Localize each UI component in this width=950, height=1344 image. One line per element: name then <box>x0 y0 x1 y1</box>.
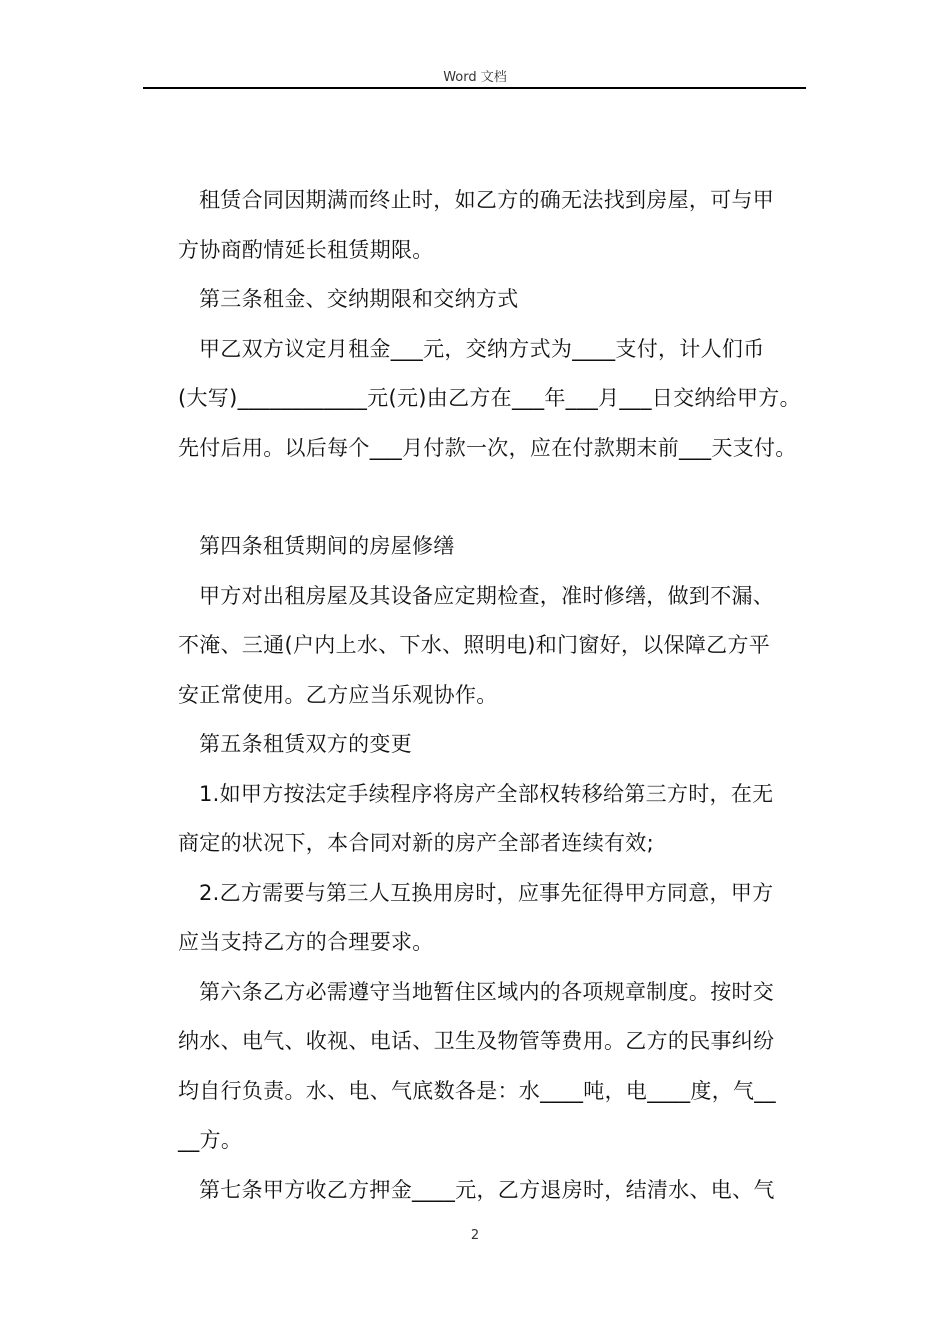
paragraph-line: 甲乙双方议定月租金___元，交纳方式为____支付，计人们币 <box>199 336 765 361</box>
paragraph-gap <box>178 473 818 522</box>
page-header: Word 文档 <box>443 70 507 85</box>
section-heading: 第三条租金、交纳期限和交纳方式 <box>199 287 519 311</box>
paragraph-line: 先付后用。以后每个___月付款一次，应在付款期末前___天支付。 <box>178 435 797 460</box>
paragraph-line: 甲方对出租房屋及其设备应定期检查，准时修缮，做到不漏、 <box>199 583 775 608</box>
paragraph-line: 均自行负责。水、电、气底数各是：水____吨，电____度，气__ <box>178 1078 776 1103</box>
section-heading: 第五条租赁双方的变更 <box>199 732 412 756</box>
paragraph-line: 纳水、电气、收视、电话、卫生及物管等费用。乙方的民事纠纷 <box>178 1029 775 1053</box>
paragraph-line: 方协商酌情延长租赁期限。 <box>178 237 434 262</box>
paragraph-line: 不淹、三通(户内上水、下水、照明电)和门窗好，以保障乙方平 <box>178 633 771 657</box>
page-number: 2 <box>470 1228 480 1243</box>
paragraph-line: 应当支持乙方的合理要求。 <box>178 930 434 954</box>
paragraph-line: __方。 <box>178 1128 243 1152</box>
paragraph-line: 2.乙方需要与第三人互换用房时，应事先征得甲方同意，甲方 <box>199 880 774 905</box>
paragraph-line: (大写)____________元(元)由乙方在___年___月___日交纳给甲方。 <box>178 386 801 410</box>
section-heading: 第六条乙方必需遵守当地暂住区域内的各项规章制度。按时交 <box>199 979 775 1004</box>
section-heading: 第七条甲方收乙方押金____元，乙方退房时，结清水、电、气 <box>199 1177 775 1202</box>
paragraph-line: 安正常使用。乙方应当乐观协作。 <box>178 682 498 707</box>
section-heading: 第四条租赁期间的房屋修缮 <box>199 534 455 558</box>
paragraph-line: 商定的状况下，本合同对新的房产全部者连续有效; <box>178 831 654 855</box>
document-body <box>178 176 818 1215</box>
paragraph-line: 租赁合同因期满而终止时，如乙方的确无法找到房屋，可与甲 <box>199 188 775 212</box>
paragraph-line: 1.如甲方按法定手续程序将房产全部权转移给第三方时，在无 <box>199 781 774 806</box>
header-divider <box>143 87 806 89</box>
